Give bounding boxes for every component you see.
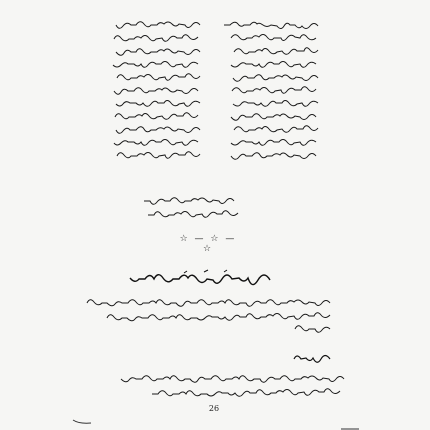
handwritten-line <box>208 18 320 31</box>
handwritten-line <box>92 109 202 122</box>
left-column <box>92 18 202 161</box>
sub-heading <box>292 350 332 366</box>
ornament-separator: ☆ — ☆ — ☆ <box>179 234 237 254</box>
page-number: 26 <box>208 404 220 413</box>
handwritten-line <box>208 109 320 122</box>
handwritten-line <box>208 31 320 44</box>
handwritten-line <box>92 122 202 135</box>
handwritten-line <box>208 83 320 96</box>
handwritten-line <box>86 322 332 335</box>
handwritten-line <box>208 57 320 70</box>
handwritten-line <box>86 296 332 309</box>
handwritten-line <box>86 309 332 322</box>
handwritten-line <box>92 44 202 57</box>
handwritten-line <box>92 31 202 44</box>
centered-lines <box>118 194 248 220</box>
handwritten-line <box>92 148 202 161</box>
handwritten-line <box>208 70 320 83</box>
margin-mark <box>72 418 92 426</box>
handwritten-line <box>92 18 202 31</box>
paragraph-body <box>86 296 332 335</box>
right-column <box>208 18 320 161</box>
handwritten-line <box>208 122 320 135</box>
handwritten-line <box>118 194 248 207</box>
section-heading <box>124 268 274 288</box>
margin-mark <box>340 426 360 430</box>
handwritten-line <box>92 57 202 70</box>
handwritten-line <box>208 148 320 161</box>
handwritten-line <box>118 207 248 220</box>
handwritten-line <box>208 96 320 109</box>
paragraph-body-2 <box>100 372 346 398</box>
handwritten-line <box>92 83 202 96</box>
handwritten-line <box>100 372 346 385</box>
handwritten-line <box>92 70 202 83</box>
handwritten-line <box>208 44 320 57</box>
handwritten-line <box>92 135 202 148</box>
handwritten-line <box>208 135 320 148</box>
handwritten-line <box>92 96 202 109</box>
handwritten-line <box>100 385 346 398</box>
